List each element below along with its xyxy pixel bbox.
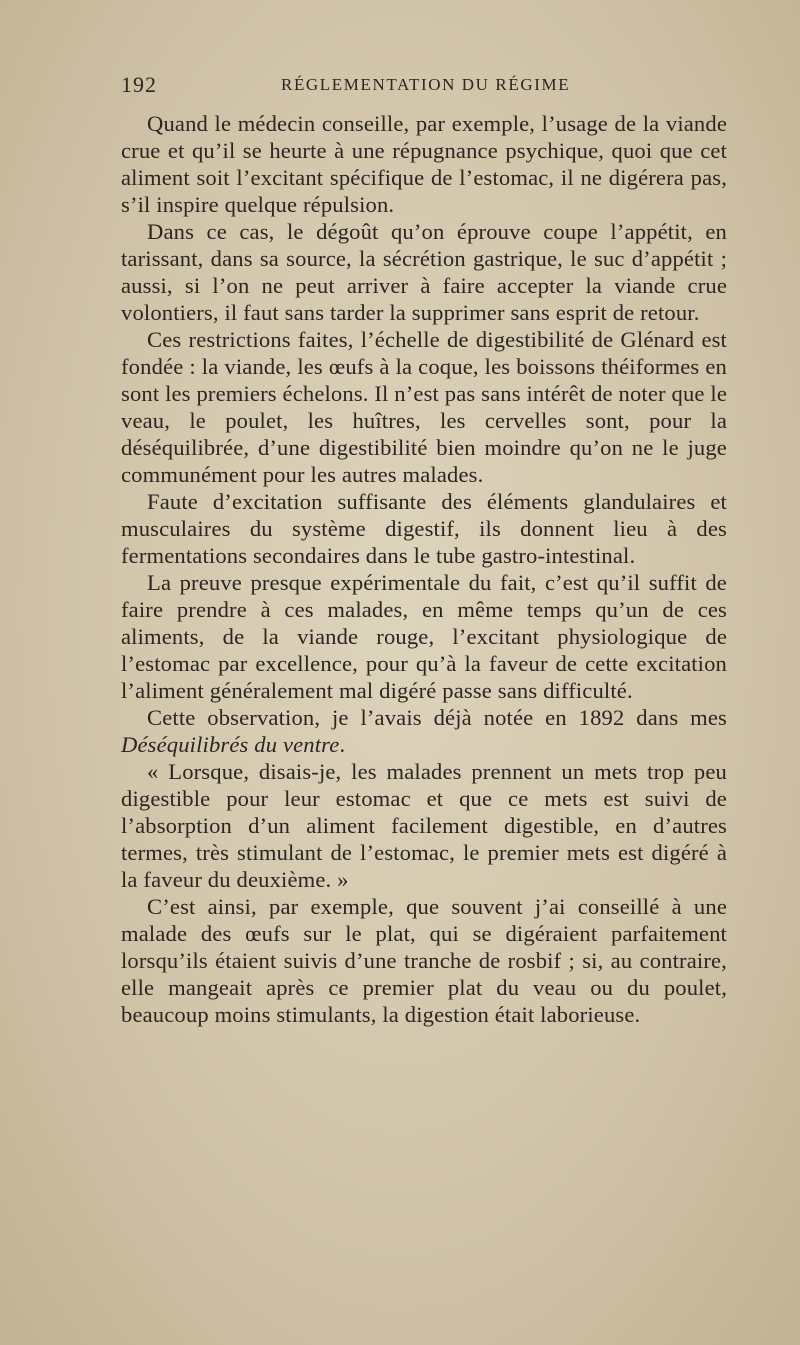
paragraph-6-tail: . xyxy=(339,732,346,757)
paragraph-6 xyxy=(121,704,727,758)
book-title-emphasis: Déséquilibrés du ventre xyxy=(121,732,340,757)
paragraph-8: C’est ainsi, par exemple, que souvent j’ai conseillé à une malade des œufs sur le plat, qui se digéraient parfaitement lorsqu’ils étaient suivis d’une tranche de rosbif ; si, au contraire, elle mangeait après ce premier plat du veau ou du poulet, beaucoup moins stimulants, la digestion était laborieuse. xyxy=(121,894,727,1027)
paragraph-3: Ces restrictions faites, l’échelle de digestibilité de Glénard est fondée : la viande, les œufs à la coque, les boissons théiformes en sont les premiers échelons. Il n’est pas sans intérêt de noter que le veau, le poulet, les huîtres, les cervelles sont, pour la déséquilibrée, d’une digestibilité bien moindre qu’on ne le juge communément pour les autres malades. xyxy=(121,327,727,487)
paragraph-1: Quand le médecin conseille, par exemple, l’usage de la viande crue et qu’il se heurte à une répugnance psychique, quoi que cet aliment soit l’excitant spécifique de l’estomac, il ne digérera pas, s’il inspire quelque répulsion. xyxy=(121,111,727,217)
page-number: 192 xyxy=(121,72,157,97)
paragraph-4: Faute d’excitation suffisante des éléments glandulaires et musculaires du système digestif, ils donnent lieu à des fermentations secondaires dans le tube gastro-intestinal. xyxy=(121,489,727,568)
paragraph-7-quotation: « Lorsque, disais-je, les malades prennent un mets trop peu digestible pour leur estomac et que ce mets est suivi de l’absorption d’un aliment facilement digestible, en d’autres termes, très stimulant de l’estomac, le premier mets est digéré à la faveur du deuxième. » xyxy=(121,759,727,892)
running-title: RÉGLEMENTATION DU RÉGIME xyxy=(281,75,571,94)
paragraph-5: La preuve presque expérimentale du fait, c’est qu’il suffit de faire prendre à ces malades, en même temps qu’un de ces aliments, de la viande rouge, l’excitant physiologique de l’estomac par excellence, pour qu’à la faveur de cette excitation l’aliment généralement mal digéré passe sans difficulté. xyxy=(121,570,727,703)
paragraph-2: Dans ce cas, le dégoût qu’on éprouve coupe l’appétit, en tarissant, dans sa source, la sécrétion gastrique, le suc d’appétit ; aussi, si l’on ne peut arriver à faire accepter la viande crue volontiers, il faut sans tarder la supprimer sans esprit de retour. xyxy=(121,219,727,325)
body-text xyxy=(121,110,727,1028)
paragraph-6-lead: Cette observation, je l’avais déjà notée en 1892 dans mes xyxy=(147,705,727,730)
running-head xyxy=(121,72,731,100)
